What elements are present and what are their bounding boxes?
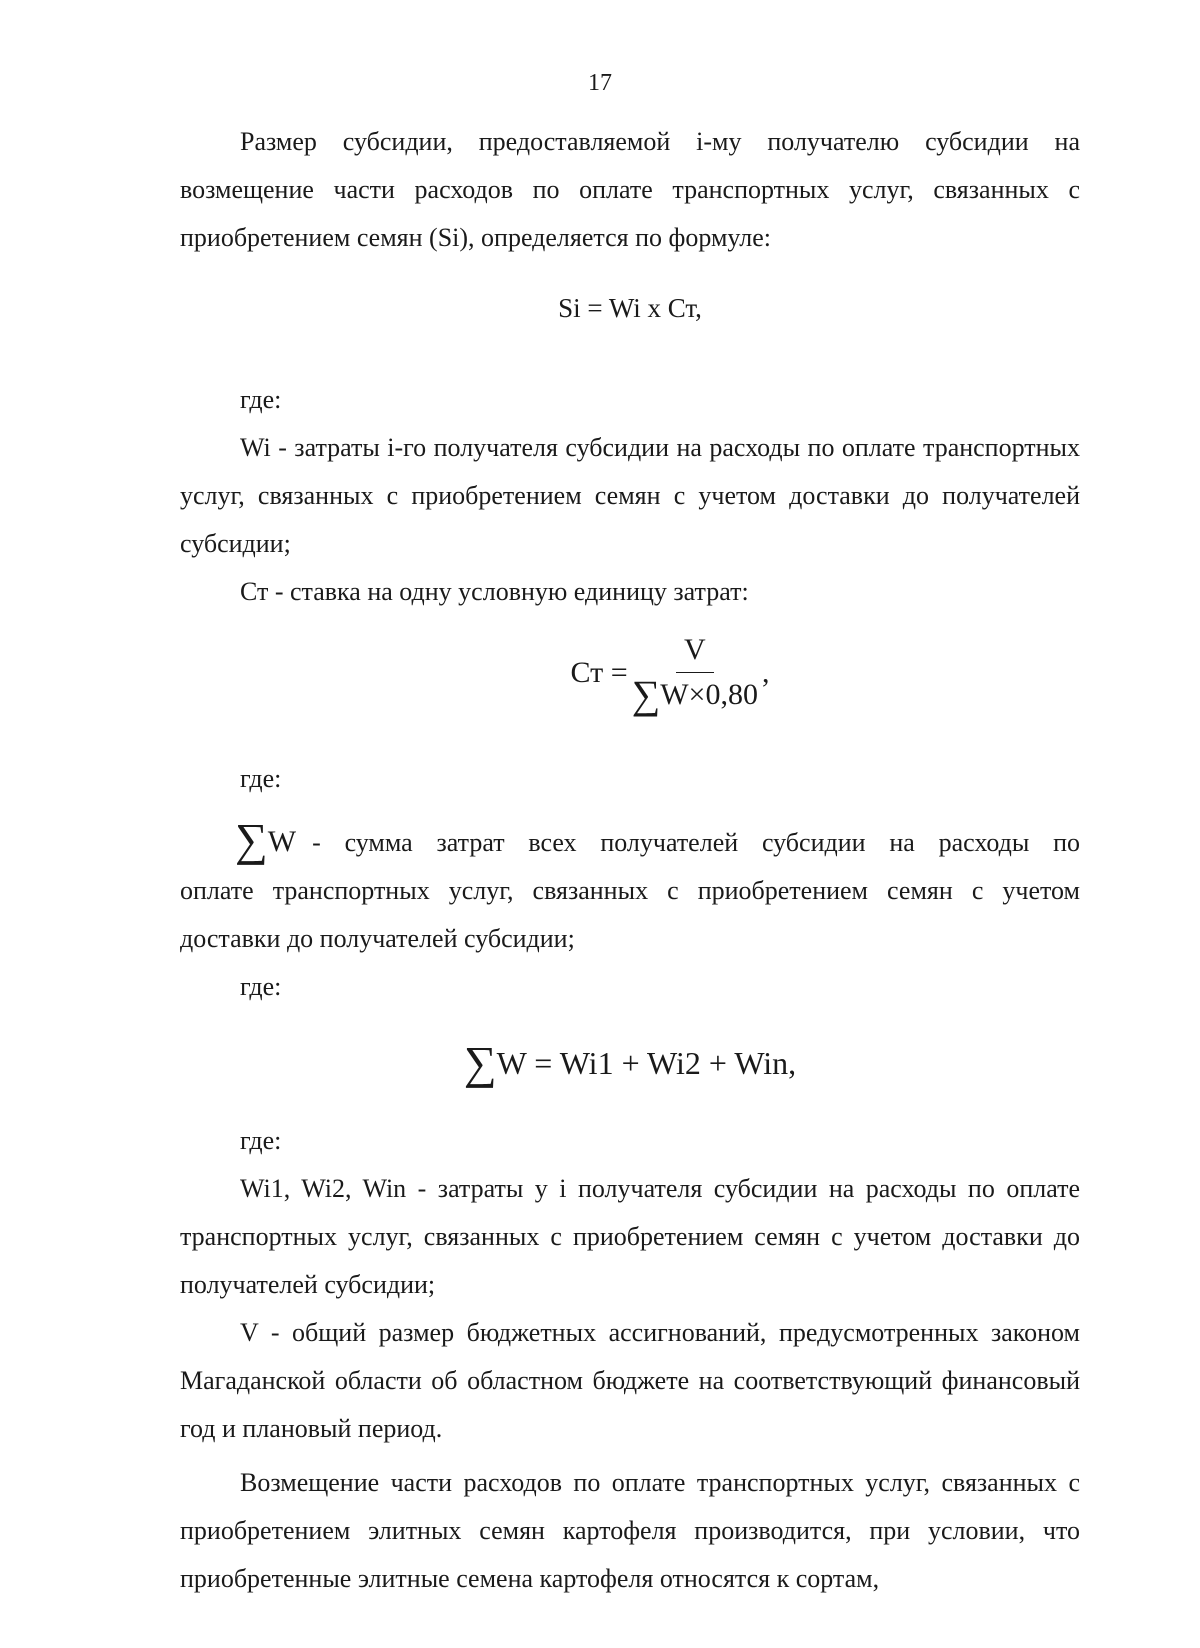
definition-ct: Ст - ставка на одну условную единицу затрат: — [240, 577, 749, 606]
sum-w-text-first: - сумма затрат всех получателей субсидии на расходы по — [312, 828, 1080, 857]
wi-definition-text: - затраты i-го получателя субсидии на расходы по оплате транспортных услуг, связанных с приобретением семян с учетом доставки до получателей субсидии; — [180, 433, 1080, 558]
paragraph-potato-seeds: Возмещение части расходов по оплате транспортных услуг, связанных с приобретением элитных семян картофеля производится, при условии, что приобретенные элитные семена картофеля относятся к сортам, — [180, 1468, 1080, 1593]
formula-sum-w-expr: W = Wi1 + Wi2 + Win, — [496, 1045, 797, 1081]
where-label: где: — [240, 1126, 282, 1155]
formula-ct-lhs: Ст = — [570, 655, 628, 689]
denominator-expr: W×0,80 — [660, 678, 758, 711]
formula-si: Si = Wi x Ст, — [558, 293, 702, 323]
definition-sum-w — [180, 814, 1080, 867]
document-body — [180, 118, 1080, 1603]
sigma-symbol: ∑ — [631, 672, 661, 717]
formula-ct-fraction — [632, 630, 758, 715]
formula-ct-numerator: V — [676, 630, 714, 673]
sum-w-letter: W — [267, 825, 297, 858]
paragraph-subsidy-size: Размер субсидии, предоставляемой i-му получателю субсидии на возмещение части расходов по оплате транспортных услуг, связанных с приобретением семян (Si), определяется по формуле: — [180, 127, 1080, 252]
where-label: где: — [240, 972, 282, 1001]
definition-wi — [180, 424, 1080, 568]
sum-w-symbol — [180, 814, 297, 866]
wi-symbol: Wi — [240, 433, 271, 462]
sigma-symbol: ∑ — [235, 814, 268, 865]
definition-wi1-wi2-win: Wi1, Wi2, Win - затраты у i получателя субсидии на расходы по оплате транспортных услуг, связанных с приобретением семян с учетом доставки до получателей субсидии; — [180, 1174, 1080, 1299]
formula-sum-w — [180, 1039, 1080, 1087]
formula-ct-trail: , — [761, 655, 770, 689]
sum-w-text-rest: оплате транспортных услуг, связанных с приобретением семян с учетом доставки до получателей субсидии; — [180, 876, 1080, 953]
page-number: 17 — [588, 70, 612, 96]
formula-ct-denominator — [632, 673, 758, 715]
where-label: где: — [240, 764, 282, 793]
where-label: где: — [240, 385, 282, 414]
formula-ct — [260, 630, 1080, 715]
sigma-symbol: ∑ — [463, 1037, 497, 1088]
definition-v: V - общий размер бюджетных ассигнований, предусмотренных законом Магаданской области об областном бюджете на соответствующий финансовый год и плановый период. — [180, 1318, 1080, 1443]
